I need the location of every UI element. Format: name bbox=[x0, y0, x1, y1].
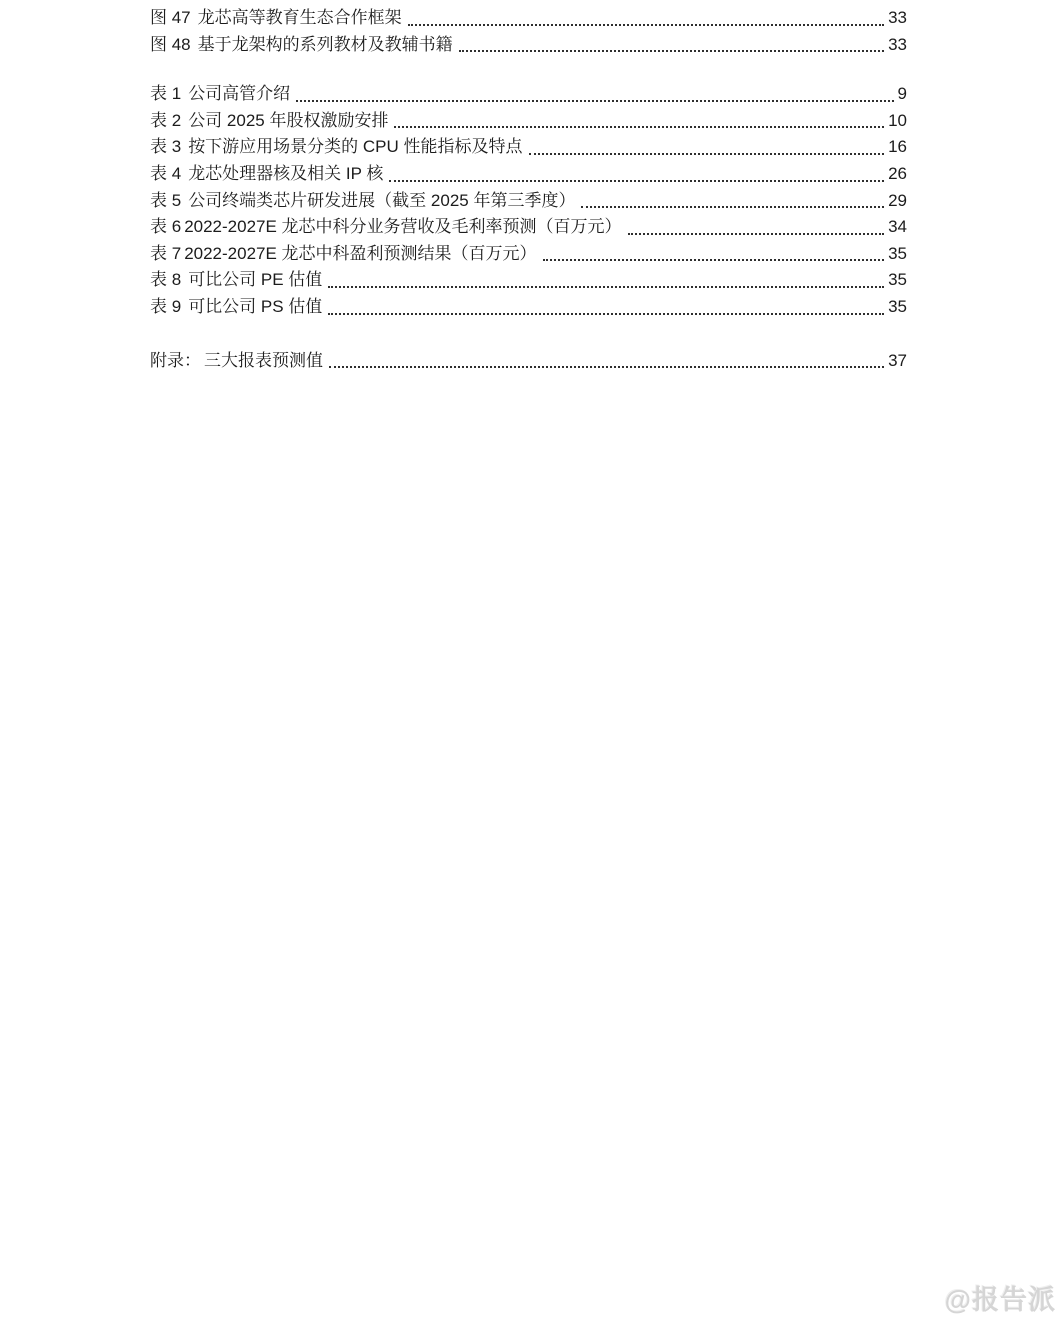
toc-entry-table-6[interactable] bbox=[150, 214, 907, 241]
toc-entry-label: 表 5 bbox=[150, 190, 182, 210]
toc-entry-table-9[interactable] bbox=[150, 294, 907, 321]
toc-entry-table-7[interactable] bbox=[150, 241, 907, 268]
dot-leader bbox=[394, 126, 884, 128]
toc-entry-page: 9 bbox=[897, 84, 907, 104]
dot-leader bbox=[389, 180, 884, 182]
toc-entry-title: 2022-2027E 龙芯中科盈利预测结果（百万元） bbox=[184, 243, 537, 263]
dot-leader bbox=[459, 50, 884, 52]
toc-entry-page: 33 bbox=[888, 34, 907, 54]
toc-entry-label: 表 8 bbox=[150, 270, 182, 290]
toc-entry-table-8[interactable] bbox=[150, 267, 907, 294]
toc-tables-group bbox=[150, 81, 907, 320]
toc-entry-label: 表 6 bbox=[150, 217, 182, 237]
toc-entry-title: 2022-2027E 龙芯中科分业务营收及毛利率预测（百万元） bbox=[184, 217, 622, 237]
toc-entry-label: 表 1 bbox=[150, 84, 182, 104]
table-of-contents bbox=[150, 5, 907, 374]
toc-entry-page: 33 bbox=[888, 8, 907, 27]
toc-figures-group bbox=[150, 5, 907, 58]
dot-leader bbox=[329, 366, 884, 368]
toc-entry-page: 35 bbox=[888, 243, 907, 263]
dot-leader bbox=[543, 259, 885, 261]
toc-entry-table-1[interactable] bbox=[150, 81, 907, 108]
toc-entry-page: 35 bbox=[888, 296, 907, 316]
toc-entry-label: 图 47 bbox=[150, 8, 191, 27]
toc-entry-table-3[interactable] bbox=[150, 134, 907, 161]
toc-entry-title: 可比公司 PS 估值 bbox=[188, 296, 323, 316]
toc-entry-label: 表 3 bbox=[150, 137, 182, 157]
toc-entry-title: 公司高管介绍 bbox=[188, 84, 291, 104]
toc-appendix-group bbox=[150, 348, 907, 375]
toc-entry-table-5[interactable] bbox=[150, 188, 907, 215]
toc-entry-title: 公司 2025 年股权激励安排 bbox=[188, 110, 389, 130]
toc-entry-label: 表 9 bbox=[150, 296, 182, 316]
toc-entry-table-4[interactable] bbox=[150, 161, 907, 188]
dot-leader bbox=[296, 100, 893, 102]
toc-entry-page: 16 bbox=[888, 137, 907, 157]
dot-leader bbox=[328, 313, 884, 315]
toc-entry-label: 附录： bbox=[150, 350, 201, 370]
toc-entry-title: 龙芯高等教育生态合作框架 bbox=[197, 8, 402, 27]
toc-entry-title: 可比公司 PE 估值 bbox=[188, 270, 323, 290]
toc-entry-figure-48[interactable] bbox=[150, 32, 907, 59]
toc-entry-page: 35 bbox=[888, 270, 907, 290]
toc-entry-title: 龙芯处理器核及相关 IP 核 bbox=[188, 163, 384, 183]
dot-leader bbox=[408, 24, 884, 26]
toc-entry-label: 表 2 bbox=[150, 110, 182, 130]
toc-entry-title: 公司终端类芯片研发进展（截至 2025 年第三季度） bbox=[188, 190, 576, 210]
toc-entry-page: 29 bbox=[888, 190, 907, 210]
toc-entry-figure-47[interactable] bbox=[150, 5, 907, 32]
toc-entry-page: 26 bbox=[888, 163, 907, 183]
dot-leader bbox=[628, 233, 885, 235]
toc-entry-label: 图 48 bbox=[150, 34, 191, 54]
toc-entry-appendix[interactable] bbox=[150, 348, 907, 375]
dot-leader bbox=[529, 153, 885, 155]
toc-entry-title: 按下游应用场景分类的 CPU 性能指标及特点 bbox=[188, 137, 523, 157]
toc-entry-page: 37 bbox=[888, 350, 907, 370]
toc-entry-title: 基于龙架构的系列教材及教辅书籍 bbox=[197, 34, 453, 54]
toc-entry-page: 10 bbox=[888, 110, 907, 130]
toc-entry-label: 表 4 bbox=[150, 163, 182, 183]
toc-entry-label: 表 7 bbox=[150, 243, 182, 263]
watermark-baogaopai: @报告派 bbox=[944, 1285, 1056, 1315]
toc-entry-page: 34 bbox=[888, 217, 907, 237]
toc-entry-title: 三大报表预测值 bbox=[204, 350, 323, 370]
dot-leader bbox=[581, 206, 884, 208]
dot-leader bbox=[328, 286, 884, 288]
toc-entry-table-2[interactable] bbox=[150, 108, 907, 135]
